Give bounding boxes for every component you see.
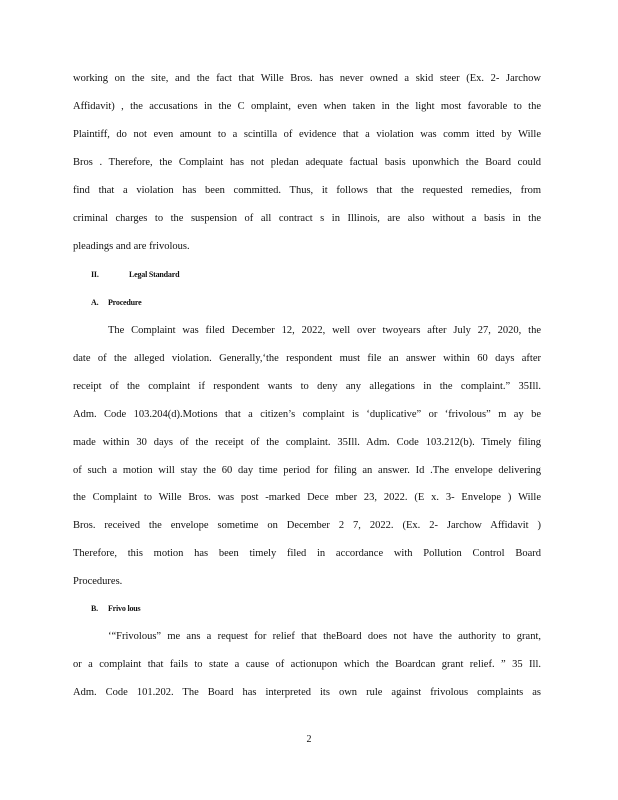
section-number: II.	[91, 270, 99, 279]
body-text-line: Bros. received the envelope sometime on December 2 7, 2022. (Ex. 2- Jarchow Affidavit )	[73, 520, 541, 531]
body-text-line: or a complaint that fails to state a cause of actionupon which the Boardcan grant relief. ” 35 Ill.	[73, 659, 541, 670]
body-text-line: date of the alleged violation. Generally,‘the respondent must file an answer within 60 days after	[73, 353, 541, 364]
body-text-line: Plaintiff, do not even amount to a scintilla of evidence that a violation was comm itted by Wille	[73, 129, 541, 140]
body-text-line: The Complaint was filed December 12, 2022, well over twoyears after July 27, 2020, the	[108, 325, 541, 336]
body-text-line: Therefore, this motion has been timely filed in accordance with Pollution Control Board	[73, 548, 541, 559]
body-text-line: Adm. Code 103.204(d).Motions that a citizen’s complaint is ‘duplicative” or ‘frivolous” m ay be	[73, 409, 541, 420]
body-text-line: Adm. Code 101.202. The Board has interpreted its own rule against frivolous complaints as	[73, 687, 541, 698]
body-text-line: Affidavit) , the accusations in the C omplaint, even when taken in the light most favorable to the	[73, 101, 541, 112]
section-heading: Legal Standard	[129, 270, 180, 279]
body-text-line: pleadings and are frivolous.	[73, 241, 190, 252]
body-text-line: made within 30 days of the receipt of the complaint. 35Ill. Adm. Code 103.212(b). Timely filing	[73, 437, 541, 448]
subsection-letter: B.	[91, 604, 98, 613]
body-text-line: receipt of the complaint if respondent wants to deny any allegations in the complaint.” 35Ill.	[73, 381, 541, 392]
body-text-line: ‘“Frivolous” me ans a request for relief that theBoard does not have the authority to grant,	[108, 631, 541, 642]
subsection-letter: A.	[91, 298, 99, 307]
body-text-line: working on the site, and the fact that Wille Bros. has never owned a skid steer (Ex. 2- Jarchow	[73, 73, 541, 84]
body-text-line: criminal charges to the suspension of all contract s in Illinois, are also without a basis in the	[73, 213, 541, 224]
subsection-heading: Frivo lous	[108, 604, 141, 613]
page-number: 2	[306, 734, 312, 745]
body-text-line: Bros . Therefore, the Complaint has not pledan adequate factual basis uponwhich the Board could	[73, 157, 541, 168]
body-text-line: the Complaint to Wille Bros. was post -marked Dece mber 23, 2022. (E x. 3- Envelope ) Wille	[73, 492, 541, 503]
body-text-line: of such a motion will stay the 60 day time period for filing an answer. Id .The envelope delivering	[73, 465, 541, 476]
body-text-line: Procedures.	[73, 576, 123, 587]
subsection-heading: Procedure	[108, 298, 142, 307]
body-text-line: find that a violation has been committed. Thus, it follows that the requested remedies, from	[73, 185, 541, 196]
